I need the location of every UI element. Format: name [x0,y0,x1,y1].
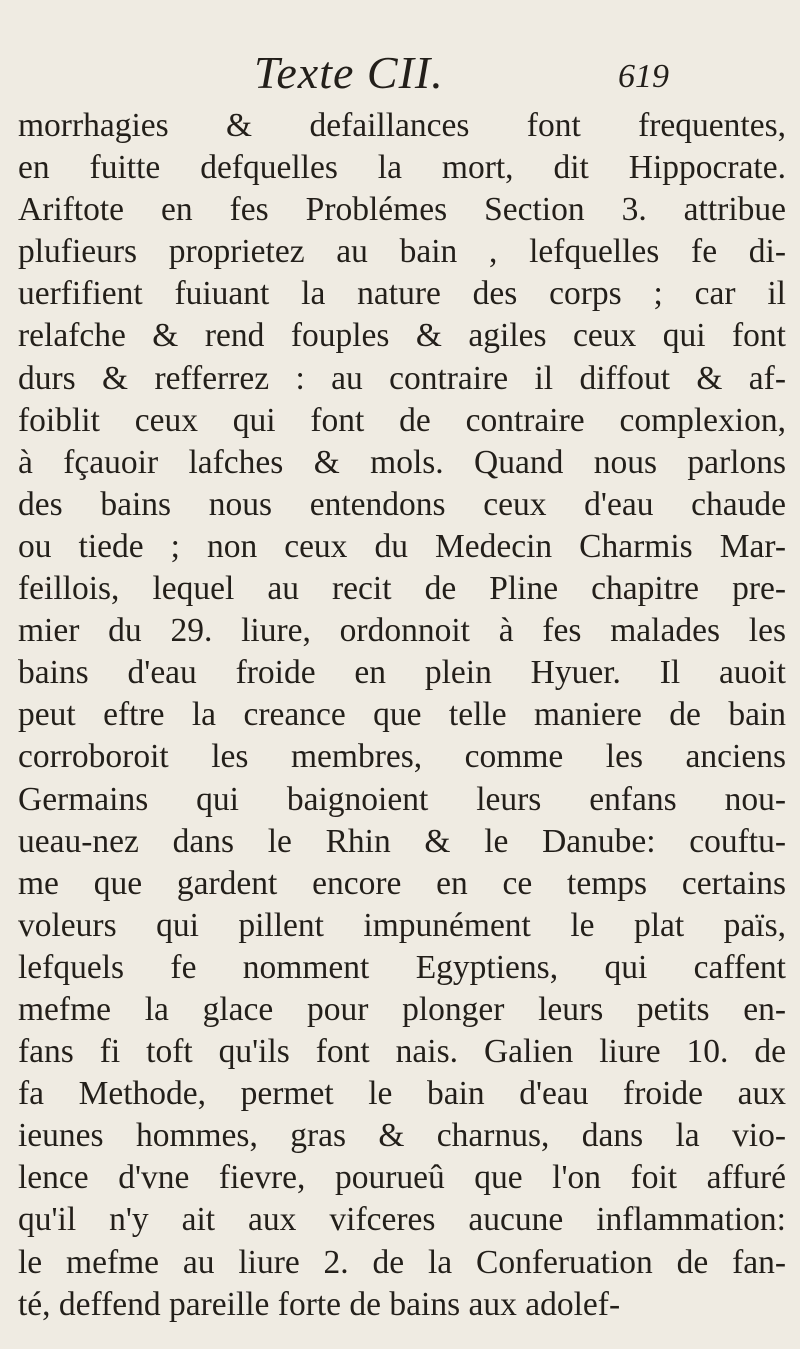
body-text [18,105,786,1326]
text-line: bains d'eau froide en plein Hyuer. Il auoit [18,654,786,692]
text-line: à fçauoir lafches & mols. Quand nous parlons [18,443,786,481]
text-line: morrhagies & defaillances font frequentes, [18,107,786,144]
text-line: corroboroit les membres, comme les anciens [18,738,786,776]
text-line: en fuitte defquelles la mort, dit Hippocrate. [18,149,786,187]
text-line: voleurs qui pillent impunément le plat païs, [18,906,786,944]
text-line: le mefme au liure 2. de la Conferuation de fan- [18,1243,786,1281]
text-line: mier du 29. liure, ordonnoit à fes malades les [18,612,786,650]
page-number: 619 [618,58,669,95]
text-line: plufieurs proprietez au bain , lefquelles fe di- [18,233,786,271]
text-line: lence d'vne fievre, pourueû que l'on foit affuré [18,1159,786,1197]
page-header [0,44,800,104]
text-line: durs & refferrez : au contraire il diffout & af- [18,359,786,397]
text-line: Germains qui baignoient leurs enfans nou- [18,780,786,818]
text-line: des bains nous entendons ceux d'eau chaude [18,485,786,523]
text-line: té, deffend pareille forte de bains aux adolef- [18,1285,621,1323]
text-line: ieunes hommes, gras & charnus, dans la vio- [18,1117,786,1155]
text-line: lefquels fe nomment Egyptiens, qui caffent [18,948,786,986]
text-line: relafche & rend fouples & agiles ceux qui font [18,317,786,355]
text-line: qu'il n'y ait aux vifceres aucune inflammation: [18,1201,786,1239]
text-line: foiblit ceux qui font de contraire complexion, [18,401,786,439]
text-line: peut eftre la creance que telle maniere de bain [18,696,786,734]
text-line: ueau-nez dans le Rhin & le Danube: couftu- [18,822,786,860]
text-line: ou tiede ; non ceux du Medecin Charmis Mar- [18,527,786,565]
text-line: fans fi toft qu'ils font nais. Galien liure 10. de [18,1033,786,1071]
text-line: fa Methode, permet le bain d'eau froide aux [18,1075,786,1113]
text-line: Ariftote en fes Problémes Section 3. attribue [18,191,786,229]
text-line: mefme la glace pour plonger leurs petits en- [18,990,786,1028]
text-line: uerfifient fuiuant la nature des corps ; car il [18,275,786,313]
text-line: me que gardent encore en ce temps certains [18,864,786,902]
text-line: feillois, lequel au recit de Pline chapitre pre- [18,570,786,608]
running-title: Texte CII. [254,47,444,98]
